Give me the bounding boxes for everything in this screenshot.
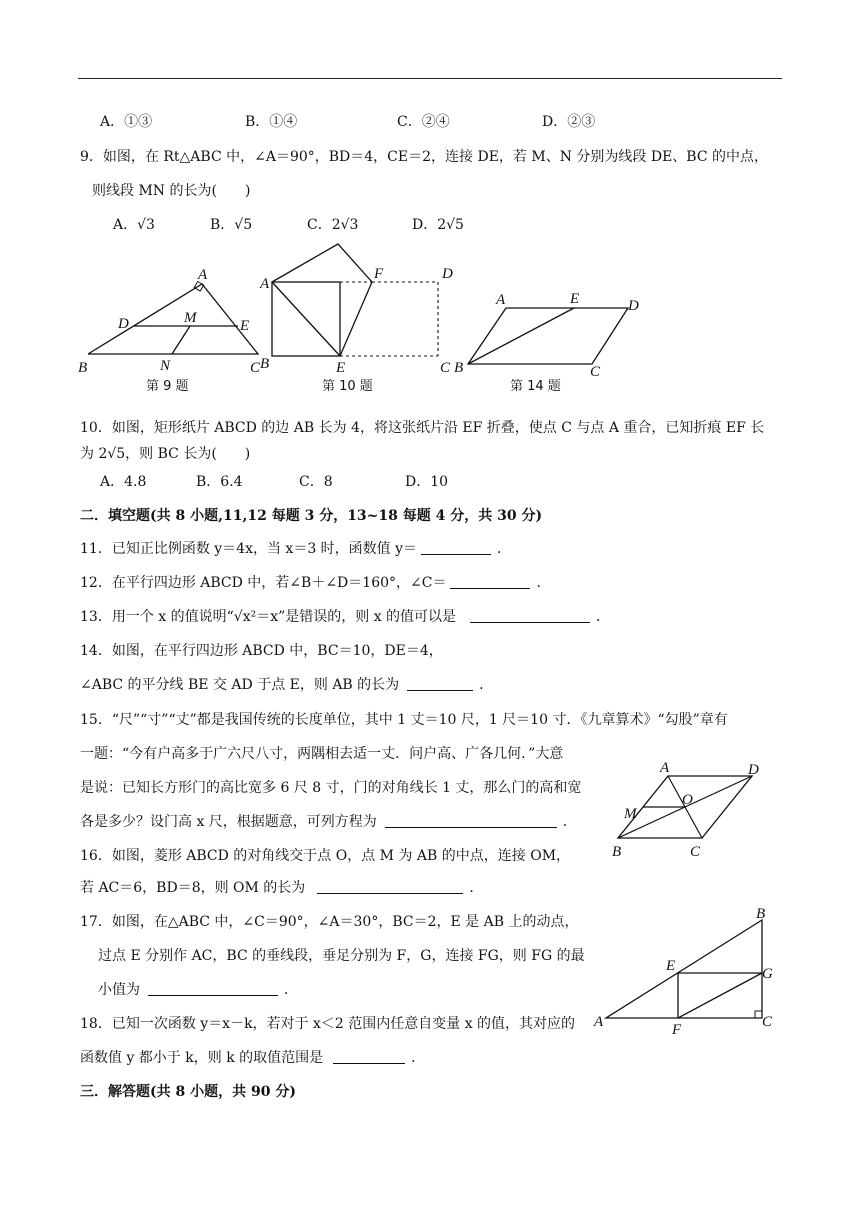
fig10-label-e: E	[336, 360, 346, 376]
fig17-label-a: A	[594, 1014, 604, 1030]
fig14-caption: 第 14 题	[510, 379, 561, 394]
q18-line2-wrap	[80, 1048, 425, 1068]
figure-17-triangle	[592, 906, 782, 1038]
q10-option-d: D．10	[405, 474, 449, 490]
figure-14	[450, 286, 650, 398]
fig9-label-c: C	[250, 360, 261, 376]
q15-line3: 是说：已知长方形门的高比宽多 6 尺 8 寸，门的对角线长 1 丈，那么门的高和宽	[80, 780, 582, 796]
q8-option-d: D．②③	[542, 114, 596, 130]
fig17-label-c: C	[762, 1014, 773, 1030]
q13-answer-blank[interactable]	[470, 608, 590, 623]
q18-period: ．	[411, 1050, 426, 1066]
header-rule	[78, 78, 782, 79]
q15-line4: 各是多少？设门高 x 尺，根据题意，可列方程为	[80, 814, 377, 830]
figure-9	[74, 262, 274, 397]
q13-text	[80, 607, 610, 627]
q15-line2: 一题：“今有户高多于广六尺八寸，两隅相去适一丈．问户高、广各几何．”大意	[80, 746, 564, 762]
q10-line2: 为 2√5，则 BC 长为( )	[80, 446, 251, 462]
section3-title: 三．解答题(共 8 小题，共 90 分)	[80, 1084, 296, 1100]
q15-answer-blank[interactable]	[385, 813, 557, 828]
q18-line2: 函数值 y 都小于 k，则 k 的取值范围是	[80, 1050, 324, 1066]
q12-answer-blank[interactable]	[450, 574, 530, 589]
q17-line1: 17．如图，在△ABC 中，∠C＝90°，∠A＝30°，BC＝2，E 是 AB 上的动点，	[80, 914, 579, 930]
q16-line2: 若 AC＝6，BD＝8，则 OM 的长为	[80, 880, 306, 896]
q9-option-d: D．2√5	[412, 217, 464, 233]
q11-text	[80, 539, 511, 559]
q18-answer-blank[interactable]	[333, 1049, 405, 1064]
q17-answer-blank[interactable]	[148, 981, 278, 996]
fig9-caption: 第 9 题	[146, 379, 189, 394]
fig17-label-g: G	[762, 966, 773, 982]
fig14-label-e: E	[570, 291, 580, 307]
q15-line1: 15．“尺”“寸”“丈”都是我国传统的长度单位，其中 1 丈＝10 尺，1 尺＝10 寸．《九章算术》“勾股”章有	[80, 712, 728, 728]
fig16-label-b: B	[612, 844, 622, 860]
fig14-label-a: A	[496, 292, 506, 308]
q14-line2-wrap	[80, 675, 493, 695]
q15-line4-wrap	[80, 812, 577, 832]
q10-option-c: C．8	[299, 474, 333, 490]
fig14-parallelogram	[468, 308, 628, 364]
section2-title: 二．填空题(共 8 小题,11,12 每题 3 分，13~18 每题 4 分，共 30 分)	[80, 508, 543, 524]
q10-line1: 10．如图，矩形纸片 ABCD 的边 AB 长为 4，将这张纸片沿 EF 折叠，使点 C 与点 A 重合，已知折痕 EF 长	[80, 420, 765, 436]
q14-period: ．	[479, 677, 494, 693]
fig9-segment-mn	[172, 326, 190, 354]
fig16-label-c: C	[690, 844, 701, 860]
fig10-label-f: F	[374, 266, 384, 282]
q8-option-c: C．②④	[397, 114, 450, 130]
fig9-label-b: B	[78, 360, 88, 376]
q8-option-a: A．①③	[100, 114, 153, 130]
fig16-label-o: O	[682, 792, 693, 808]
fig9-label-e: E	[240, 318, 250, 334]
fig16-label-m: M	[624, 806, 637, 822]
fig10-label-c: C	[440, 360, 451, 376]
q11-period: ．	[497, 541, 512, 557]
q16-line2-wrap	[80, 878, 483, 898]
q13-stem: 13．用一个 x 的值说明“√x²＝x”是错误的，则 x 的值可以是	[80, 609, 457, 625]
q11-answer-blank[interactable]	[421, 540, 491, 555]
q18-line1: 18．已知一次函数 y＝x－k，若对于 x＜2 范围内任意自变量 x 的值，其对应的	[80, 1016, 576, 1032]
q17-period: ．	[284, 982, 298, 998]
fig16-label-a: A	[660, 760, 670, 776]
q9-option-a: A．√3	[113, 217, 155, 233]
q9-line1: 9．如图，在 Rt△ABC 中，∠A＝90°，BD＝4，CE＝2，连接 DE，若 M、N 分别为线段 DE、BC 的中点，	[80, 149, 769, 165]
fig9-label-n: N	[160, 358, 171, 374]
fig10-diagonal	[272, 282, 340, 356]
fig10-folded-flap	[272, 244, 372, 356]
q12-period: ．	[536, 575, 551, 591]
fig16-label-d: D	[748, 762, 759, 778]
fig17-label-b: B	[756, 906, 766, 922]
fig10-caption: 第 10 题	[322, 379, 373, 394]
fig9-label-m: M	[184, 310, 197, 326]
q17-line3-wrap	[98, 980, 298, 1000]
fig9-label-a: A	[198, 267, 208, 283]
fig10-label-a: A	[260, 276, 270, 292]
q9-option-c: C．2√3	[307, 217, 359, 233]
fig10-label-b: B	[260, 356, 270, 372]
q17-line3: 小值为	[98, 982, 140, 998]
figure-16-rhombus	[612, 760, 778, 868]
q9-option-b: B．√5	[210, 217, 253, 233]
q14-line2: ∠ABC 的平分线 BE 交 AD 于点 E，则 AB 的长为	[80, 677, 400, 693]
fig17-segment-fg	[678, 973, 762, 1018]
q12-stem: 12．在平行四边形 ABCD 中，若∠B＋∠D＝160°，∠C＝	[80, 575, 447, 591]
fig10-label-d: D	[442, 266, 453, 282]
q11-stem: 11．已知正比例函数 y＝4x，当 x＝3 时，函数值 y＝	[80, 541, 418, 557]
q16-line1: 16．如图，菱形 ABCD 的对角线交于点 O，点 M 为 AB 的中点，连接 OM，	[80, 848, 571, 864]
fig14-label-b: B	[454, 360, 464, 376]
q12-text	[80, 573, 550, 593]
q15-period: ．	[562, 814, 577, 830]
q17-line2: 过点 E 分别作 AC，BC 的垂线段，垂足分别为 F，G，连接 FG，则 FG 的最	[98, 948, 585, 964]
fig14-label-d: D	[628, 298, 639, 314]
q14-line1: 14．如图，在平行四边形 ABCD 中，BC＝10，DE＝4，	[80, 643, 443, 659]
fig17-right-angle-mark	[755, 1011, 762, 1018]
q10-option-b: B．6.4	[196, 474, 243, 490]
fig9-triangle	[88, 284, 258, 354]
fig17-triangle	[606, 920, 762, 1018]
q16-answer-blank[interactable]	[317, 879, 463, 894]
q10-option-a: A．4.8	[100, 474, 147, 490]
fig14-label-c: C	[590, 364, 601, 380]
q9-line2: 则线段 MN 的长为( )	[92, 183, 251, 199]
q8-option-b: B．①④	[245, 114, 298, 130]
fig9-label-d: D	[118, 316, 129, 332]
fig17-label-e: E	[666, 958, 676, 974]
q16-period: ．	[469, 880, 484, 896]
q13-period: ．	[596, 609, 611, 625]
fig17-label-f: F	[672, 1022, 682, 1038]
q14-answer-blank[interactable]	[407, 676, 473, 691]
fig14-bisector-be	[468, 308, 574, 364]
